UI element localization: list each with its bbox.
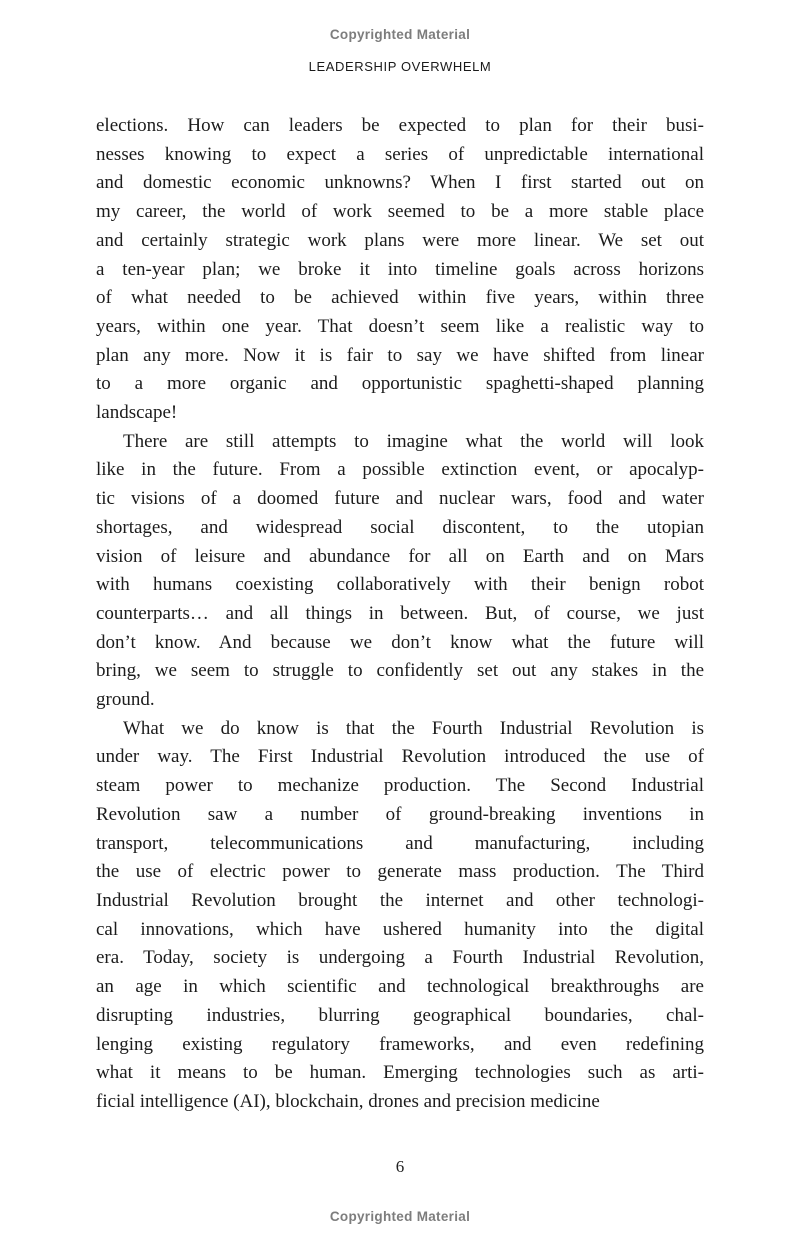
- body-text-line: bring, we seem to struggle to confidently set out any stakes in the: [96, 660, 704, 682]
- body-text-line: transport, telecommunications and manufacturing, including: [96, 832, 704, 854]
- body-text-line: What we do know is that the Fourth Industrial Revolution is: [123, 717, 704, 739]
- body-text-line: a ten-year plan; we broke it into timeline goals across horizons: [96, 258, 704, 280]
- paragraph: [96, 428, 704, 715]
- body-text-line: and domestic economic unknowns? When I first started out on: [96, 172, 704, 194]
- body-text-line: plan any more. Now it is fair to say we have shifted from linear: [96, 344, 704, 366]
- body-text-line: ficial intelligence (AI), blockchain, drones and precision medicine: [96, 1090, 600, 1112]
- body-text: [96, 112, 704, 1117]
- body-text-line: the use of electric power to generate mass production. The Third: [96, 861, 704, 883]
- body-text-line: Industrial Revolution brought the internet and other technologi-: [96, 889, 704, 911]
- body-text-line: vision of leisure and abundance for all on Earth and on Mars: [96, 545, 704, 567]
- body-text-line: elections. How can leaders be expected to plan for their busi-: [96, 115, 704, 136]
- body-text-line: years, within one year. That doesn’t seem like a realistic way to: [96, 315, 704, 337]
- body-text-line: landscape!: [96, 402, 178, 424]
- body-text-line: era. Today, society is undergoing a Fourth Industrial Revolution,: [96, 947, 704, 969]
- body-text-line: my career, the world of work seemed to be a more stable place: [96, 201, 704, 223]
- body-text-line: shortages, and widespread social discontent, to the utopian: [96, 516, 704, 538]
- page-number: 6: [395, 1157, 405, 1176]
- paragraph: [96, 715, 704, 1117]
- copyright-notice-bottom: Copyrighted Material: [329, 1209, 471, 1224]
- body-text-line: steam power to mechanize production. The Second Industrial: [96, 775, 704, 797]
- running-header: LEADERSHIP OVERWHELM: [308, 59, 492, 74]
- body-text-line: disrupting industries, blurring geographical boundaries, chal-: [96, 1004, 704, 1026]
- body-text-line: Revolution saw a number of ground-breaking inventions in: [96, 803, 704, 825]
- body-text-line: don’t know. And because we don’t know what the future will: [96, 631, 704, 653]
- paragraph: [96, 112, 704, 428]
- body-text-line: ground.: [96, 689, 155, 711]
- body-text-line: like in the future. From a possible extinction event, or apocalyp-: [96, 459, 704, 481]
- body-text-line: to a more organic and opportunistic spaghetti-shaped planning: [96, 373, 704, 395]
- body-text-line: counterparts… and all things in between. But, of course, we just: [96, 602, 704, 624]
- body-text-line: There are still attempts to imagine what the world will look: [123, 430, 704, 452]
- body-text-line: of what needed to be achieved within five years, within three: [96, 287, 704, 309]
- body-text-line: and certainly strategic work plans were more linear. We set out: [96, 229, 704, 251]
- body-text-line: cal innovations, which have ushered humanity into the digital: [96, 918, 704, 940]
- body-text-line: lenging existing regulatory frameworks, and even redefining: [96, 1033, 704, 1055]
- body-text-line: under way. The First Industrial Revolution introduced the use of: [96, 746, 704, 768]
- copyright-notice-top: Copyrighted Material: [329, 27, 471, 42]
- body-text-line: nesses knowing to expect a series of unpredictable international: [96, 143, 704, 165]
- body-text-line: an age in which scientific and technological breakthroughs are: [96, 976, 704, 998]
- body-text-line: tic visions of a doomed future and nuclear wars, food and water: [96, 488, 704, 510]
- body-text-line: with humans coexisting collaboratively with their benign robot: [96, 574, 704, 596]
- body-text-line: what it means to be human. Emerging technologies such as arti-: [96, 1062, 704, 1084]
